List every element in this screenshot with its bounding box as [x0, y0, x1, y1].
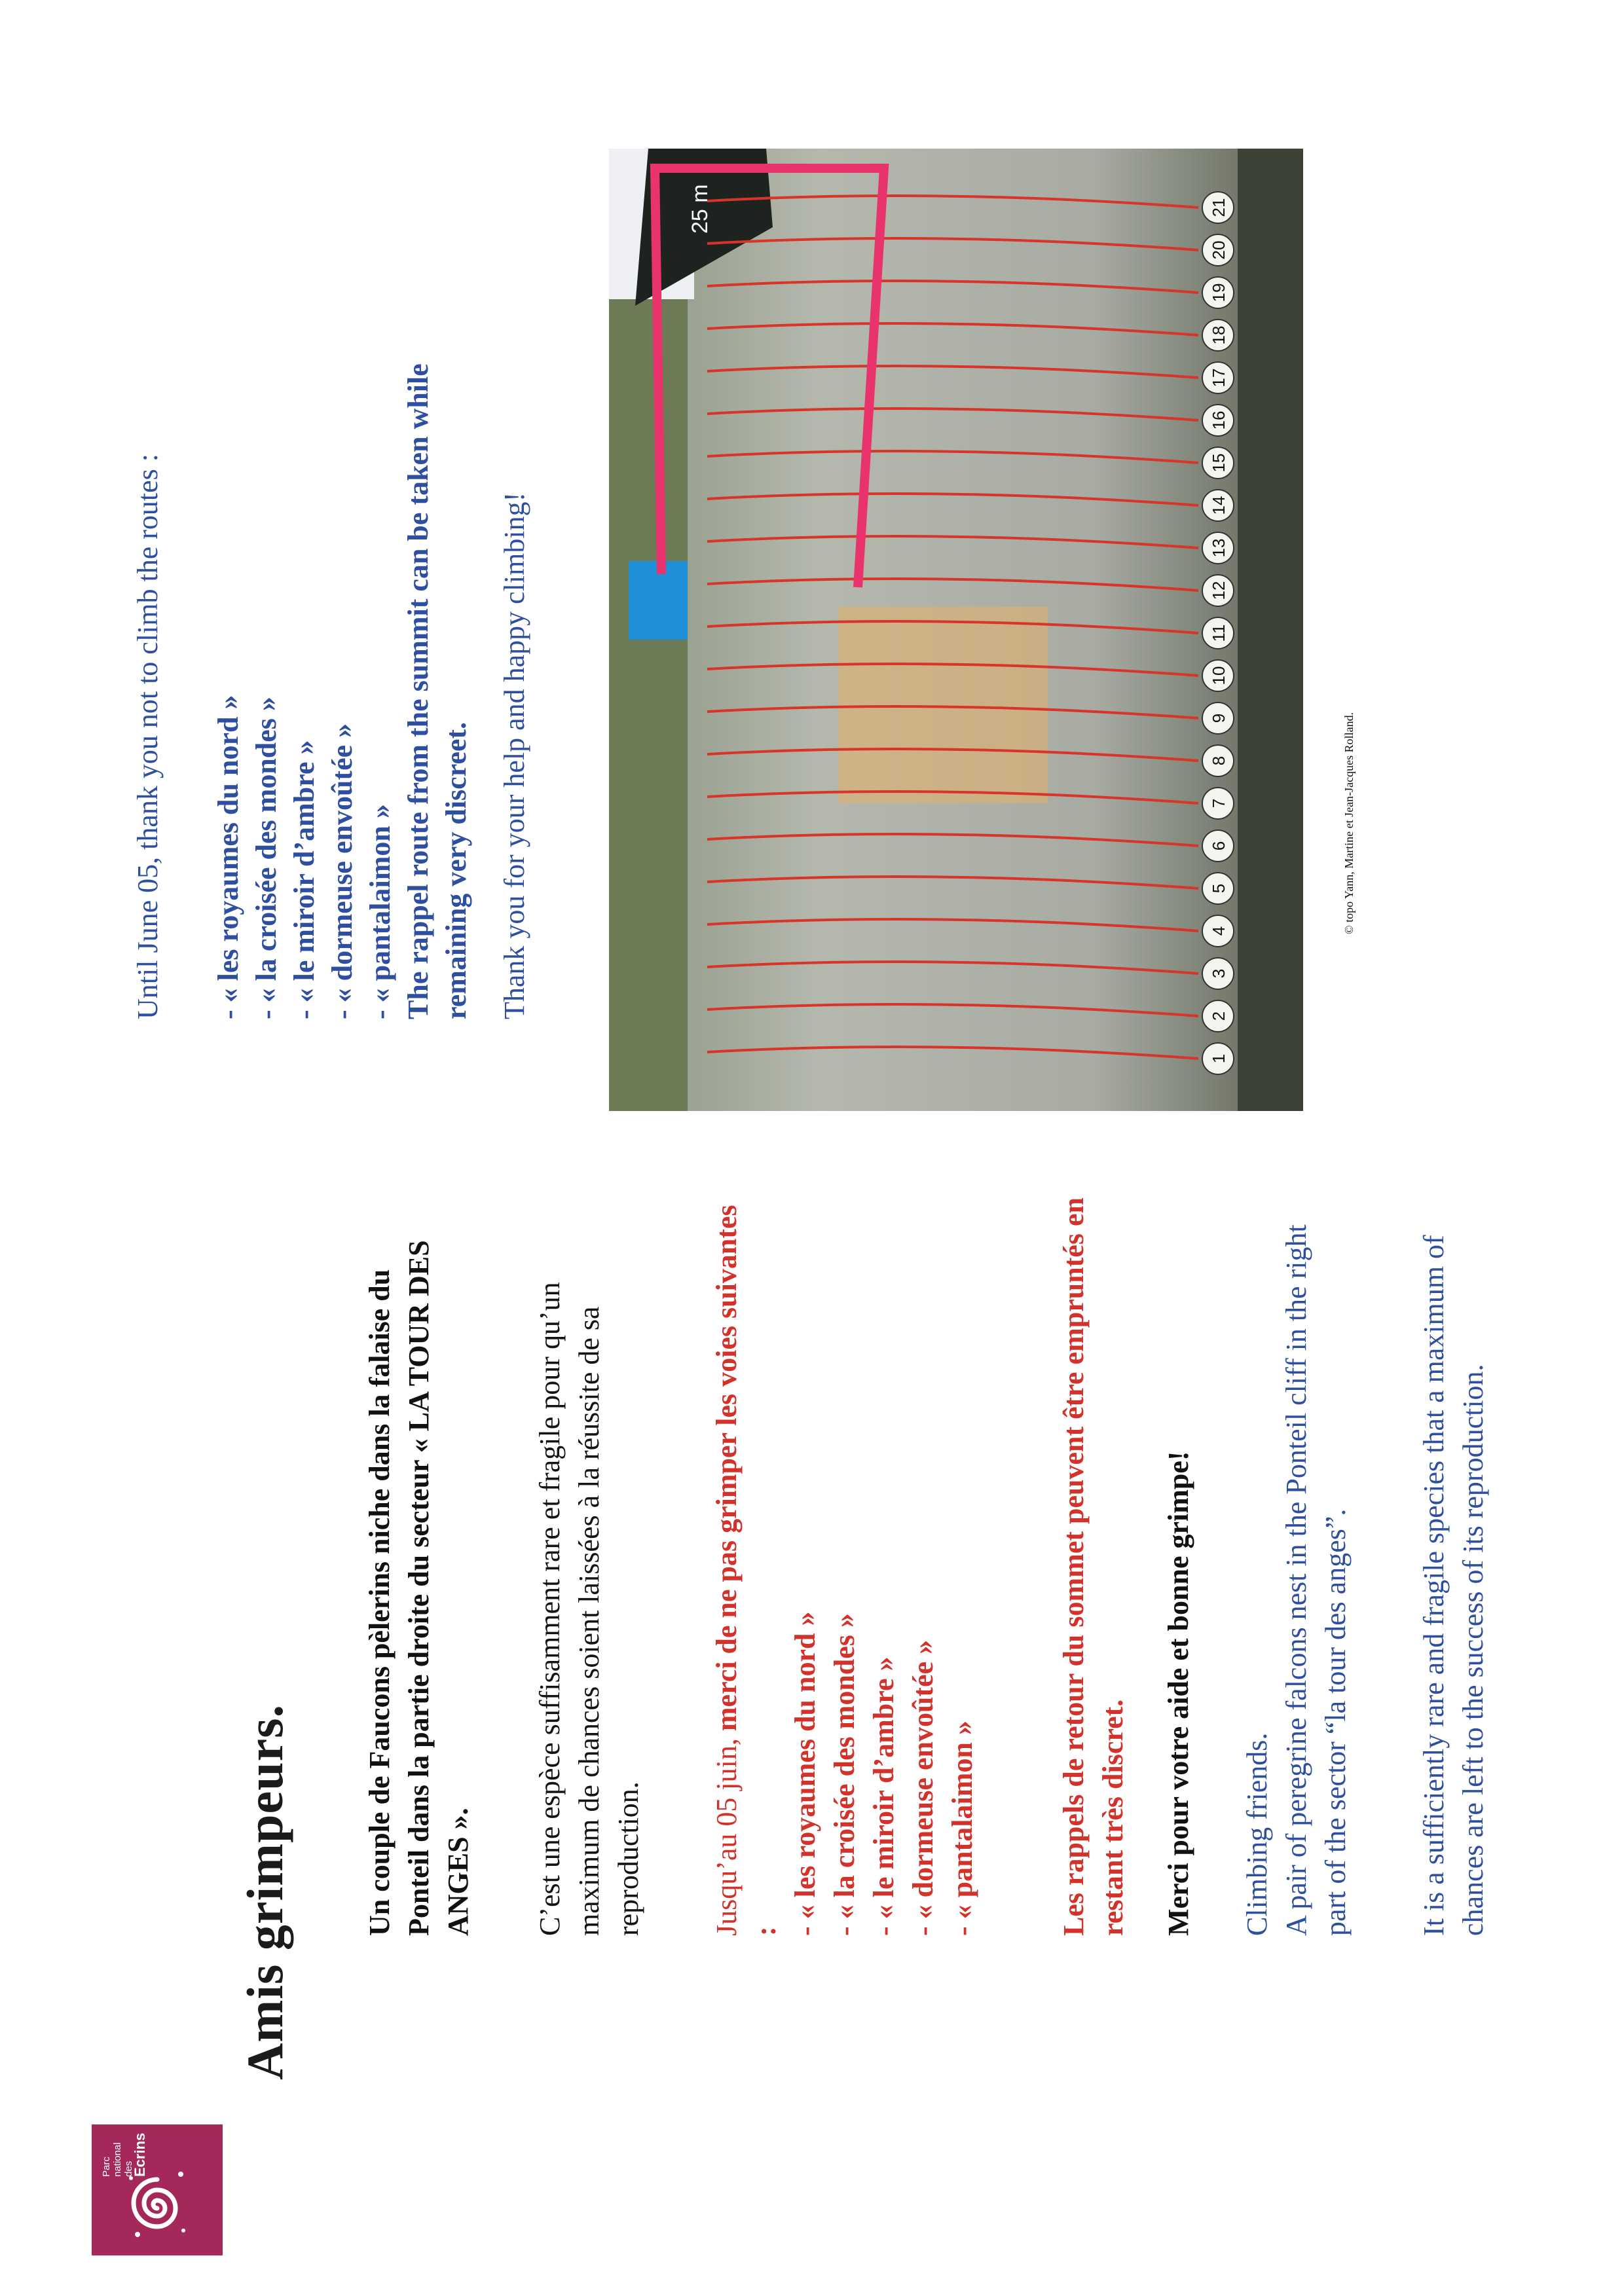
fr-closure	[707, 1190, 982, 1936]
page-title: Amis grimpeurs.	[236, 1704, 293, 2080]
route-number: 12	[1209, 581, 1228, 600]
fr-species: C’est une espèce suffisamment rare et fragile pour qu’un maximum de chances soient laissées à la réussite de sa reproduction.	[534, 1282, 644, 1936]
fr-route: - « la croisée des mondes »	[828, 1613, 860, 1936]
route-number: 15	[1209, 453, 1228, 473]
en-route: - « dormeuse envoûtée »	[326, 723, 358, 1019]
logo-line2-small: des	[123, 2160, 134, 2177]
en-intro: A pair of peregrine falcons nest in the Ponteil cliff in the right part of the sector “la tour des anges”.	[1280, 1224, 1352, 1936]
spiral-icon	[118, 2165, 196, 2244]
route-number: 8	[1209, 756, 1228, 766]
cliff-base	[1238, 149, 1303, 1111]
route-number: 5	[1209, 883, 1228, 894]
fr-request: merci de ne pas grimper les voies suivantes :	[710, 1205, 782, 1936]
en-intro-block	[1238, 1190, 1356, 1936]
photo-credit: © topo Yann, Martine et Jean-Jacques Rolland.	[1342, 712, 1356, 934]
route-number: 6	[1209, 841, 1228, 851]
route-number: 19	[1209, 283, 1228, 302]
en-route: - « pantalaimon »	[364, 804, 396, 1019]
route-number: 7	[1209, 798, 1228, 809]
fr-route: - « dormeuse envoûtée »	[907, 1639, 939, 1936]
fr-thanks: Merci pour votre aide et bonne grimpe!	[1162, 1451, 1194, 1936]
fr-intro: Un couple de Faucons pèlerins niche dans la falaise du Ponteil dans la partie droite du secteur « LA TOUR DES ANGES ».	[363, 1240, 474, 1936]
en-route: - « la croisée des mondes »	[250, 697, 282, 1019]
route-number: 1	[1209, 1053, 1228, 1064]
route-number: 3	[1209, 968, 1228, 979]
logo-line1: Parc national	[101, 2142, 123, 2177]
route-number: 18	[1209, 325, 1228, 345]
fr-rappel: Les rappels de retour du sommet peuvent être empruntés en restant très discret.	[1058, 1197, 1129, 1936]
route-number: 2	[1209, 1011, 1228, 1021]
route-number: 14	[1209, 496, 1228, 515]
route-number: 21	[1209, 198, 1228, 217]
en-route-list	[210, 280, 399, 1019]
fr-until: Jusqu’au 05 juin,	[710, 1738, 743, 1936]
logo-line2-big: Ecrins	[132, 2132, 148, 2177]
route-number: 13	[1209, 538, 1228, 558]
route-number: 20	[1209, 240, 1228, 260]
en-rappel: The rappel route from the summit can be taken while remaining very discreet.	[402, 363, 472, 1019]
park-logo	[92, 2124, 223, 2255]
en-greeting: Climbing friends.	[1241, 1732, 1273, 1936]
topo-photo	[609, 149, 1303, 1111]
fr-route: - « le miroir d’ambre »	[868, 1656, 900, 1936]
route-number: 11	[1209, 624, 1228, 642]
ochre-zone	[838, 607, 1048, 803]
route-number-labels	[1202, 192, 1234, 1074]
route-number: 10	[1209, 666, 1228, 685]
route-number: 17	[1209, 368, 1228, 388]
en-until: Until June 05, thank you not to climb the routes :	[132, 453, 164, 1019]
en-closure	[210, 280, 475, 1019]
scale-label: 25 m	[688, 184, 712, 234]
fr-route: - « les royaumes du nord »	[789, 1611, 821, 1936]
route-number: 4	[1209, 926, 1228, 936]
fr-route-list	[786, 1190, 982, 1936]
route-number: 9	[1209, 713, 1228, 723]
route-number: 16	[1209, 410, 1228, 430]
en-species: It is a sufficiently rare and fragile species that a maximum of chances are left to the success of its reproduction.	[1418, 1235, 1489, 1936]
logo-text	[101, 2126, 147, 2177]
en-route: - « le miroir d’ambre »	[288, 740, 320, 1019]
en-route: - « les royaumes du nord »	[212, 695, 244, 1019]
en-thanks: Thank you for your help and happy climbing!	[498, 492, 530, 1019]
fr-route: - « pantalaimon »	[946, 1721, 978, 1936]
